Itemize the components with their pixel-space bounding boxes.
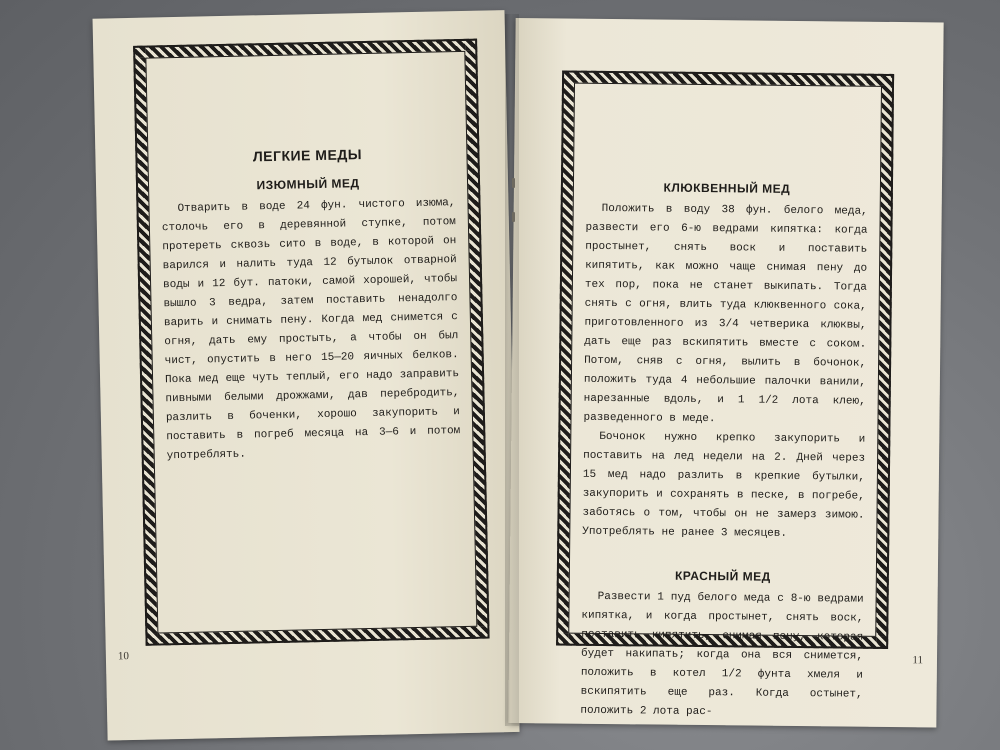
recipe-body bbox=[580, 588, 863, 724]
staple bbox=[512, 212, 515, 222]
book-spine bbox=[505, 14, 519, 726]
page-number: 10 bbox=[117, 650, 130, 663]
paragraph: Развести 1 пуд белого меда с 8-ю ведрами кипятка, и когда простынет, снять воск, поставить кипятить, снимая пену, которая будет накипать; когда она вся снимется, положить в котел 1/2 фунта хмеля и вскипятить еще раз. Когда остынет, положить 2 лота рас- bbox=[580, 590, 864, 719]
recipe-body bbox=[582, 200, 868, 545]
page-number: 11 bbox=[912, 654, 924, 667]
ornamental-border bbox=[556, 71, 894, 719]
left-page bbox=[93, 10, 520, 740]
ornamental-border bbox=[133, 39, 489, 646]
paragraph: Отварить в воде 24 фун. чистого изюма, столочь его в деревянной ступке, потом протереть сквозь сито в воде, в которой он варился и налить туда 12 бутылок отварной воды и 12 бут. патоки, самой хорошей, чтобы вышло 3 ведра, затем поставить ненадолго варить и снимать пену. Когда мед снимется с огня, дать ему простыть, а чтобы он был чист, опустить в него 15—20 яичных белков. Пока мед еще чуть теплый, его надо заправить пивными белыми дрожжами, дав перебродить, разлить в боченки, хорошо закупорить и поставить в погреб месяца на 3—6 и потом употреблять. bbox=[161, 197, 461, 463]
recipe-title: КЛЮКВЕННЫЙ МЕД bbox=[663, 180, 791, 196]
text-area bbox=[145, 51, 477, 634]
recipe-title: КРАСНЫЙ МЕД bbox=[674, 568, 771, 584]
right-page bbox=[508, 18, 943, 727]
section-heading: ЛЕГКИЕ МЕДЫ bbox=[252, 146, 363, 165]
recipe-title: ИЗЮМНЫЙ МЕД bbox=[256, 176, 360, 193]
paragraph: Положить в воду 38 фун. белого меда, развести его 6-ю ведрами кипятка: когда простынет, снять воск и поставить кипятить, как можно чаще снимая пену до тех пор, пока не станет выкипать. Тогда снять с огня, влить туда клюквенного сока, приготовленного из 3/4 четверика клюквы, дать еще раз вскипятить вместе с соком. Потом, сняв с огня, вылить в бочонок, положить туда 4 небольшие палочки ванили, нарезанные вдоль, и 1 1/2 лота клею, разведенного в меде. bbox=[583, 202, 868, 426]
paragraph: Бочонок нужно крепко закупорить и поставить на лед недели на 2. Дней через 15 мед надо разлить в крепкие бутылки, закупорить и сохранять в песке, в погребе, заботясь о том, чтобы он не замерз зимою. Употреблять не ранее 3 месяцев. bbox=[582, 430, 866, 540]
text-area bbox=[568, 83, 882, 719]
recipe-body bbox=[161, 194, 461, 466]
staple bbox=[512, 178, 515, 188]
